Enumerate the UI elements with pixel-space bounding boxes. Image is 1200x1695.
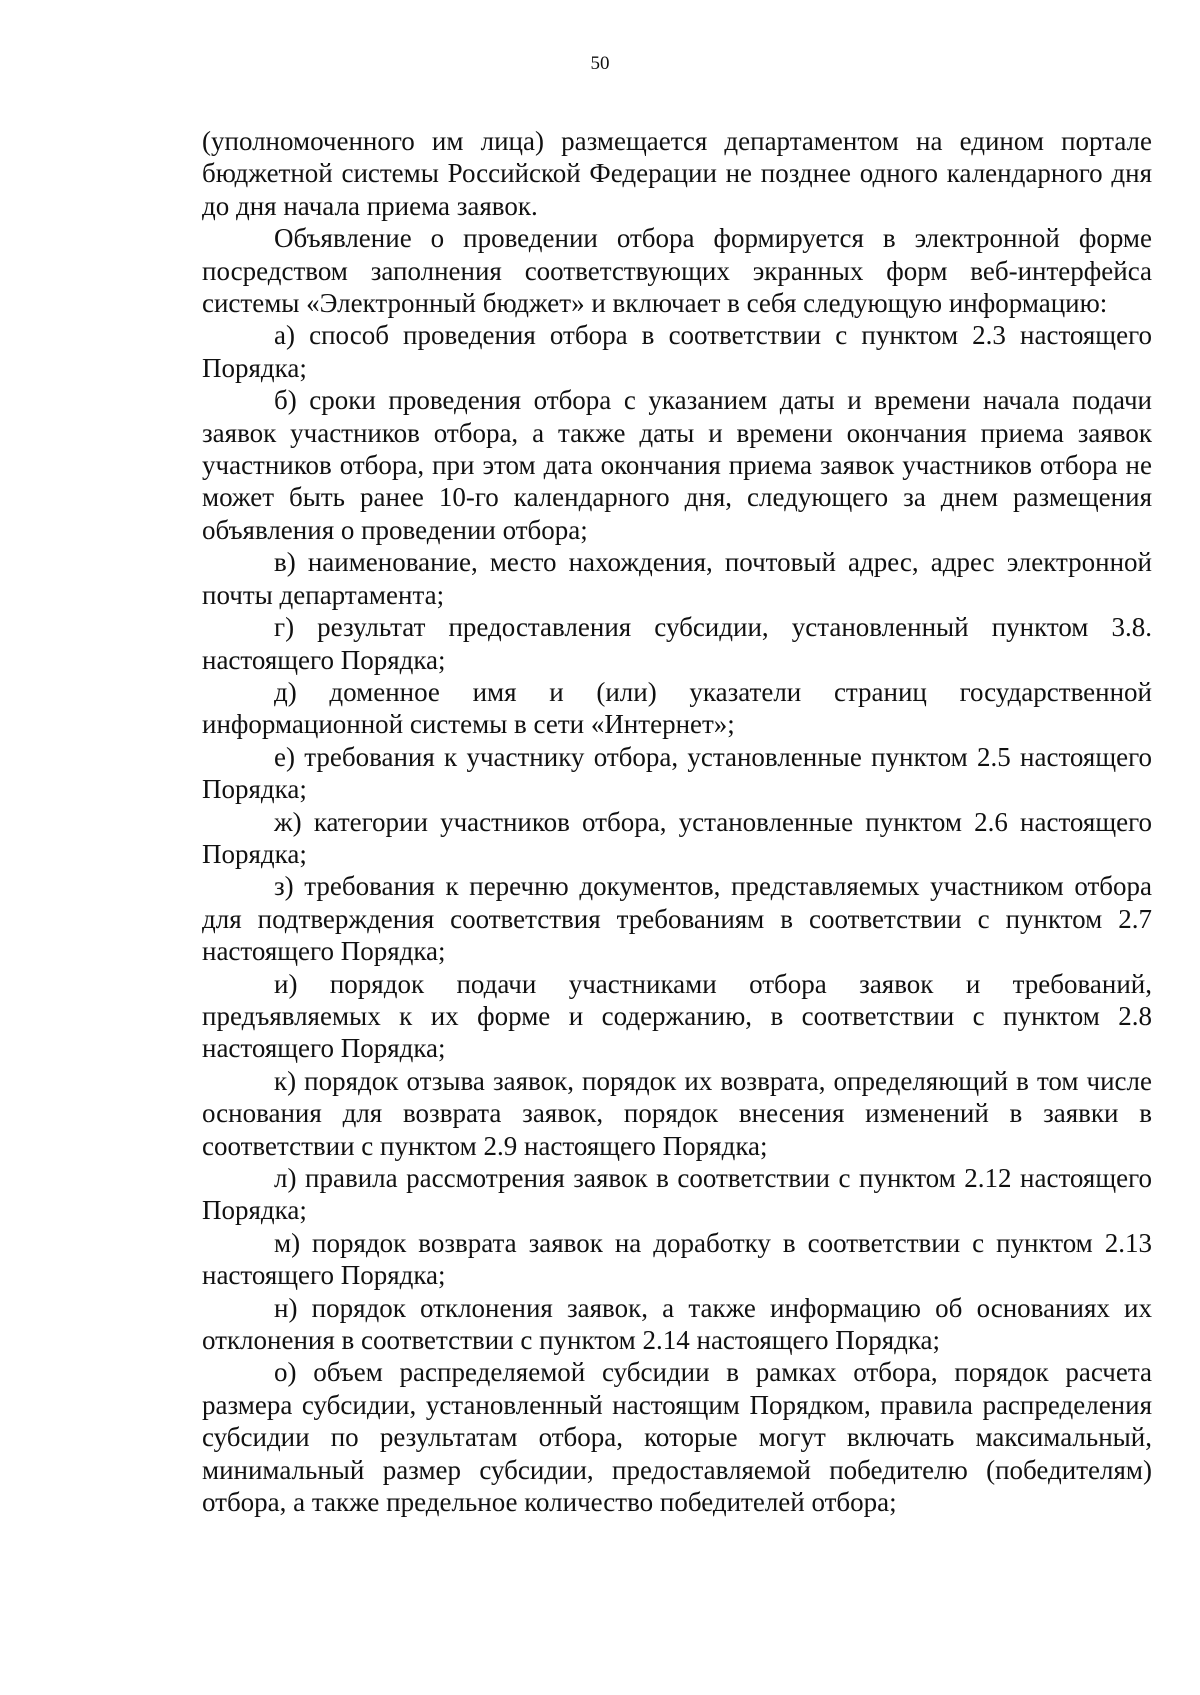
list-item-d: д) доменное имя и (или) указатели страниц государственной информационной системы в сети «Интернет»; — [202, 676, 1152, 740]
page-number: 50 — [590, 53, 610, 74]
list-item-k: к) порядок отзыва заявок, порядок их возврата, определяющий в том числе основания для возврата заявок, порядок внесения изменений в заявки в соответствии с пунктом 2.9 настоящего Порядка; — [202, 1065, 1152, 1161]
paragraph-continuation: (уполномоченного им лица) размещается департаментом на едином портале бюджетной системы Российской Федерации не позднее одного календарного дня до дня начала приема заявок. — [202, 126, 1152, 221]
paragraph-announcement-intro: Объявление о проведении отбора формируется в электронной форме посредством заполнения соответствующих экранных форм веб-интерфейса системы «Электронный бюджет» и включает в себя следующую информацию: — [202, 223, 1152, 319]
list-item-zh: ж) категории участников отбора, установленные пунктом 2.6 настоящего Порядка; — [202, 806, 1152, 869]
list-item-b: б) сроки проведения отбора с указанием даты и времени начала подачи заявок участников отбора, а также даты и времени окончания приема заявок участников отбора, при этом дата окончания приема заявок участников отбора не может быть ранее 10-го календарного дня, следующего за днем размещения объявления о проведении отбора; — [202, 385, 1152, 545]
list-item-m: м) порядок возврата заявок на доработку в соответствии с пунктом 2.13 настоящего Порядка; — [202, 1227, 1152, 1291]
document-body — [202, 125, 1152, 1518]
list-item-e: е) требования к участнику отбора, установленные пунктом 2.5 настоящего Порядка; — [202, 741, 1152, 805]
list-item-n: н) порядок отклонения заявок, а также информацию об основаниях их отклонения в соответствии с пунктом 2.14 настоящего Порядка; — [202, 1292, 1152, 1356]
list-item-z: з) требования к перечню документов, представляемых участником отбора для подтверждения соответствия требованиям в соответствии с пунктом 2.7 настоящего Порядка; — [202, 871, 1152, 967]
list-item-g: г) результат предоставления субсидии, установленный пунктом 3.8. настоящего Порядка; — [202, 612, 1152, 675]
list-item-l: л) правила рассмотрения заявок в соответствии с пунктом 2.12 настоящего Порядка; — [202, 1163, 1152, 1226]
list-item-o: о) объем распределяемой субсидии в рамках отбора, порядок расчета размера субсидии, установленный настоящим Порядком, правила распределения субсидии по результатам отбора, которые могут включать максимальный, минимальный размер субсидии, предоставляемой победителю (победителям) отбора, а также предельное количество победителей отбора; — [202, 1357, 1152, 1518]
list-item-a: а) способ проведения отбора в соответствии с пунктом 2.3 настоящего Порядка; — [202, 320, 1152, 383]
list-item-v: в) наименование, место нахождения, почтовый адрес, адрес электронной почты департамента; — [202, 547, 1152, 610]
list-item-i: и) порядок подачи участниками отбора заявок и требований, предъявляемых к их форме и содержанию, в соответствии с пунктом 2.8 настоящего Порядка; — [202, 968, 1152, 1064]
